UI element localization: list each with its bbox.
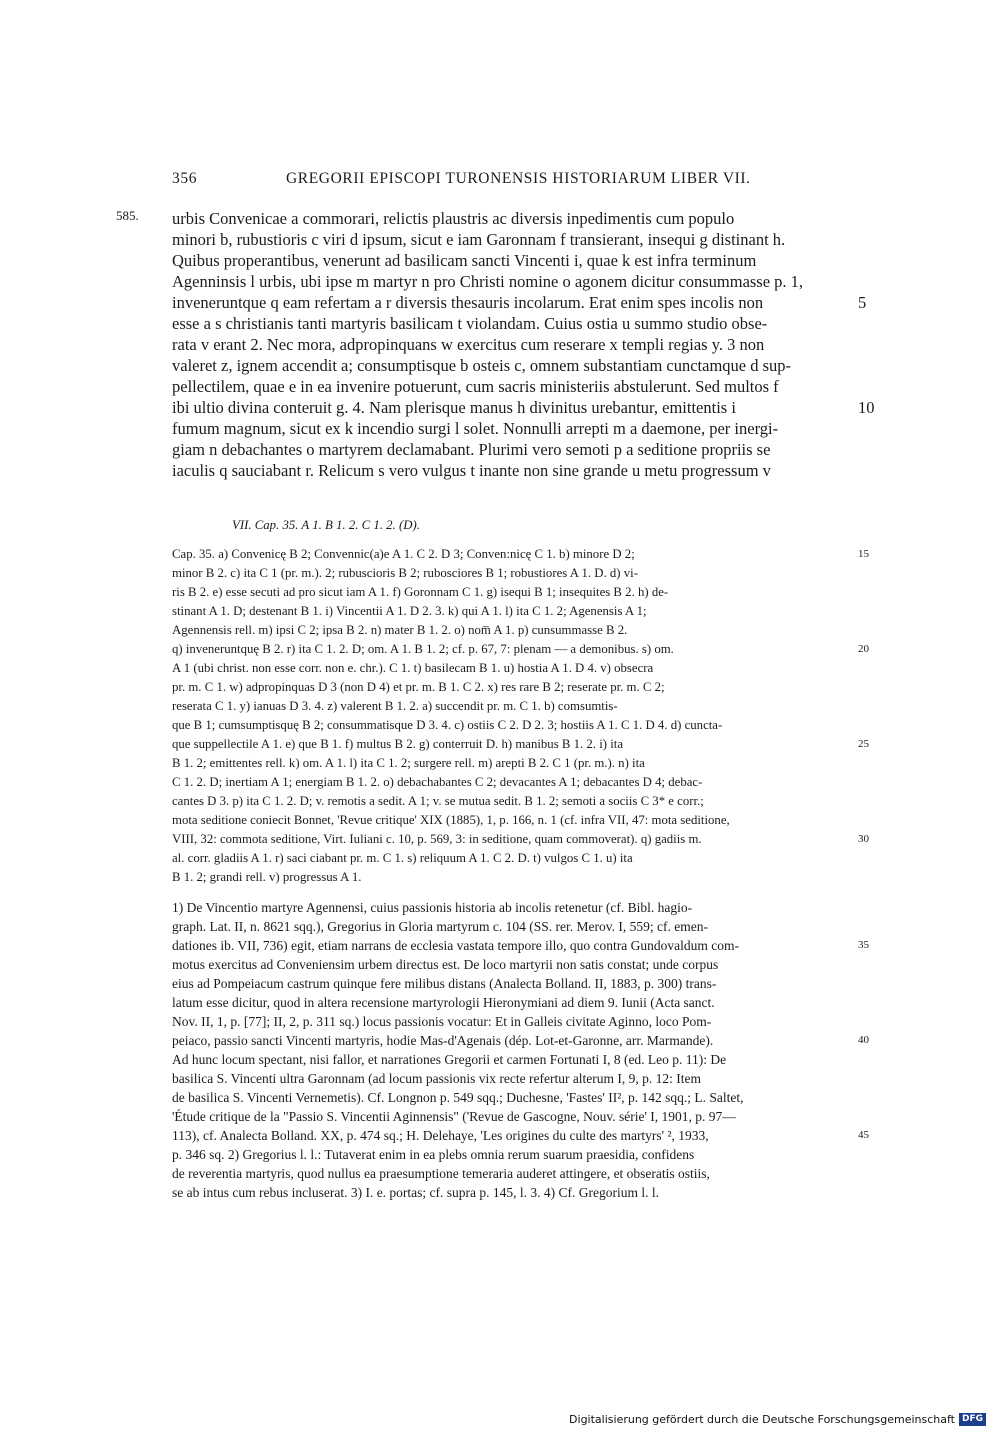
apparatus-line-text: que suppellectile A 1. e) que B 1. f) multus B 2. g) conterruit D. h) manibus B 1. 2. i) ita xyxy=(172,737,624,752)
apparatus-line-text: B 1. 2; grandi rell. v) progressus A 1. xyxy=(172,870,362,885)
note-line-text: 'Étude critique de la "Passio S. Vincentii Aginnensis" ('Revue de Gascogne, Nouv. série' I, 1901, p. 97— xyxy=(172,1109,736,1124)
text-line-text: valeret z, ignem accendit a; consumptisque b osteis c, omnem substantiam cunctamque d sup- xyxy=(172,356,792,375)
text-line-text: minori b, rubustioris c viri d ipsum, sicut e iam Garonnam f transierant, insequi g distinant h. xyxy=(172,230,786,249)
apparatus-line xyxy=(172,811,842,830)
running-title: GREGORII EPISCOPI TURONENSIS HISTORIARUM LIBER VII. xyxy=(286,170,751,187)
note-line-text: se ab intus cum rebus incluserat. 3) I. e. portas; cf. supra p. 145, l. 3. 4) Cf. Gregorium l. l. xyxy=(172,1185,660,1200)
line-number: 20 xyxy=(858,643,869,656)
page-number: 356 xyxy=(172,170,198,187)
apparatus-line xyxy=(172,849,842,868)
line-number: 30 xyxy=(858,833,869,846)
line-number: 25 xyxy=(858,738,869,751)
text-line xyxy=(172,418,842,439)
text-line xyxy=(172,208,842,229)
apparatus-line-text: mota seditione coniecit Bonnet, 'Revue critique' XIX (1885), 1, p. 166, n. 1 (cf. infra VII, 47: mota seditione, xyxy=(172,813,730,828)
note-line-text: peiaco, passio sancti Vincenti martyris, hodie Mas-d'Agenais (dép. Lot-et-Garonne, arr. Marmande). xyxy=(172,1033,714,1048)
text-line-text: urbis Convenicae a commorari, relictis plaustris ac diversis inpedimentis cum populo xyxy=(172,209,735,228)
text-line-text: pellectilem, quae e in ea invenire potuerunt, cum sacris ministeriis abstulerunt. Sed multos f xyxy=(172,377,779,396)
apparatus-line-text: pr. m. C 1. w) adpropinquas D 3 (non D 4) et pr. m. B 1. C 2. x) res rare B 2; reserate pr. m. C 2; xyxy=(172,680,665,695)
note-line xyxy=(172,1031,869,1050)
dfg-logo-icon: DFG xyxy=(959,1413,986,1426)
note-line-text: 113), cf. Analecta Bolland. XX, p. 474 sq.; H. Delehaye, 'Les origines du culte des martyrs' ², 1933, xyxy=(172,1128,709,1143)
line-number: 5 xyxy=(858,293,867,312)
note-line-text: de basilica S. Vincenti Vernemetis). Cf. Longnon p. 549 sqq.; Duchesne, 'Fastes' II², p. 142 sqq.; L. Saltet, xyxy=(172,1090,744,1105)
apparatus-line xyxy=(172,545,869,564)
note-line xyxy=(172,1088,842,1107)
apparatus-line-text: ris B 2. e) esse secuti ad pro sicut iam A 1. f) Goronnam C 1. g) isequi B 1; insequites B 2. h) de- xyxy=(172,585,669,600)
text-line-text: inveneruntque q eam refertam a r diversis thesauris incolarum. Erat enim spes incolis non xyxy=(172,293,764,312)
note-line xyxy=(172,1164,842,1183)
apparatus-line-text: q) inveneruntquę B 2. r) ita C 1. 2. D; om. A 1. B 1. 2; cf. p. 67, 7: plenam — a demonibus. s) om. xyxy=(172,642,674,657)
text-line-text: giam n debachantes o martyrem declamabant. Plurimi vero semoti p a seditione propriis se xyxy=(172,440,771,459)
text-line-text: ibi ultio divina conteruit g. 4. Nam plerisque manus h divinitus urebantur, emittentis i xyxy=(172,398,736,417)
line-number: 35 xyxy=(858,939,869,951)
apparatus-line xyxy=(172,773,842,792)
text-line xyxy=(172,439,842,460)
text-line xyxy=(172,460,842,481)
note-line xyxy=(172,955,842,974)
note-line xyxy=(172,1183,842,1202)
text-line xyxy=(172,376,842,397)
apparatus-line-text: cantes D 3. p) ita C 1. 2. D; v. remotis a sedit. A 1; v. se mutua sedit. B 1. 2; semoti a sociis C 3* e corr.; xyxy=(172,794,704,809)
note-line xyxy=(172,898,842,917)
apparatus-line xyxy=(172,830,869,849)
text-line xyxy=(172,250,842,271)
apparatus-heading: VII. Cap. 35. A 1. B 1. 2. C 1. 2. (D). xyxy=(232,518,420,532)
apparatus-line-text: reserata C 1. y) ianuas D 3. 4. z) valerent B 1. 2. a) succendit pr. m. C 1. b) comsumtis- xyxy=(172,699,618,714)
text-line-text: Quibus properantibus, venerunt ad basilicam sancti Vincenti i, quae k est infra terminum xyxy=(172,251,757,270)
apparatus-line xyxy=(172,564,842,583)
apparatus-line xyxy=(172,678,842,697)
note-line-text: Ad hunc locum spectant, nisi fallor, et narrationes Gregorii et carmen Fortunati I, 8 (ed. Leo p. 11): De xyxy=(172,1052,727,1067)
apparatus-line-text: Cap. 35. a) Convenicę B 2; Convennic(a)e A 1. C 2. D 3; Conven:nicę C 1. b) minore D 2; xyxy=(172,547,635,562)
note-line-text: Nov. II, 1, p. [77]; II, 2, p. 311 sq.) locus passionis vocatur: Et in Galleis civitate Aginno, loco Pom- xyxy=(172,1014,712,1029)
note-line-text: 1) De Vincentio martyre Agennensi, cuius passionis historia ab incolis retenetur (cf. Bibl. hagio- xyxy=(172,900,693,915)
note-line xyxy=(172,993,842,1012)
text-line xyxy=(172,292,867,313)
apparatus-line xyxy=(172,602,842,621)
footer-text: Digitalisierung gefördert durch die Deutsche Forschungsgemeinschaft xyxy=(569,1413,955,1426)
text-line xyxy=(172,355,842,376)
note-line xyxy=(172,917,842,936)
apparatus-line-text: B 1. 2; emittentes rell. k) om. A 1. l) ita C 1. 2; surgere rell. m) arepti B 2. C 1 (pr. m.). n) ita xyxy=(172,756,645,771)
text-line xyxy=(172,313,842,334)
text-line-text: rata v erant 2. Nec mora, adpropinquans w exercitus cum reserare x templi regias y. 3 non xyxy=(172,335,765,354)
note-line xyxy=(172,1126,869,1145)
note-line-text: dationes ib. VII, 736) egit, etiam narrans de ecclesia vastata tempore illo, quo contra Gundovaldum com- xyxy=(172,938,739,953)
apparatus-line xyxy=(172,868,842,887)
line-number: 15 xyxy=(858,548,869,561)
apparatus-line-text: A 1 (ubi christ. non esse corr. non e. chr.). C 1. t) basilecam B 1. u) hostia A 1. D 4. v) obsecra xyxy=(172,661,654,676)
note-line xyxy=(172,1069,842,1088)
text-line xyxy=(172,397,875,418)
line-number: 45 xyxy=(858,1129,869,1141)
note-line-text: graph. Lat. II, n. 8621 sqq.), Gregorius in Gloria martyrum c. 104 (SS. rer. Merov. I, 559; cf. emen- xyxy=(172,919,708,934)
note-line xyxy=(172,1107,842,1126)
line-number: 10 xyxy=(858,398,875,417)
apparatus-line-text: stinant A 1. D; destenant B 1. i) Vincentii A 1. D 2. 3. k) qui A 1. l) ita C 1. 2; Agenensis A 1; xyxy=(172,604,647,619)
note-line xyxy=(172,1145,842,1164)
note-line xyxy=(172,974,842,993)
line-number: 40 xyxy=(858,1034,869,1046)
note-line xyxy=(172,1050,842,1069)
text-line xyxy=(172,271,842,292)
text-line-text: iaculis q sauciabant r. Relicum s vero vulgus t inante non sine grande u metu progressum v xyxy=(172,461,771,480)
text-line-text: Agenninsis l urbis, ubi ipse m martyr n pro Christi nomine o agonem dicitur consummasse p. 1, xyxy=(172,272,804,291)
apparatus-line-text: C 1. 2. D; inertiam A 1; energiam B 1. 2. o) debachabantes C 2; devacantes A 1; debacantes D 4; debac- xyxy=(172,775,703,790)
year-marginal: 585. xyxy=(116,208,139,223)
note-line-text: latum esse dicitur, quod in altera recensione martyrologii Hieronymiani ad diem 9. Iunii (Acta sanct. xyxy=(172,995,715,1010)
note-line-text: de reverentia martyris, quod nullus ea praesumptione temeraria auderet attingere, et obseratis ostiis, xyxy=(172,1166,710,1181)
note-line xyxy=(172,936,869,955)
text-line-text: fumum magnum, sicut ex k incendio surgi l solet. Nonnulli arrepti m a daemone, per inergi- xyxy=(172,419,779,438)
apparatus-line xyxy=(172,621,842,640)
digitization-footer xyxy=(569,1413,986,1426)
apparatus-line xyxy=(172,716,842,735)
apparatus-line-text: minor B 2. c) ita C 1 (pr. m.). 2; rubuscioris B 2; rubosciores B 1; robustiores A 1. D. d) vi- xyxy=(172,566,638,581)
apparatus-line-text: que B 1; cumsumptisquę B 2; consummatisque D 3. 4. c) ostiis C 2. D 2. 3; hostiis A 1. C 1. D 4. d) cuncta- xyxy=(172,718,723,733)
apparatus-line xyxy=(172,659,842,678)
apparatus-line-text: al. corr. gladiis A 1. r) saci ciabant pr. m. C 1. s) reliquum A 1. C 2. D. t) vulgos C 1. u) ita xyxy=(172,851,633,866)
note-line-text: eius ad Pompeiacum castrum quinque fere milibus distans (Analecta Bolland. II, 1883, p. 300) trans- xyxy=(172,976,717,991)
text-line xyxy=(172,229,842,250)
text-line xyxy=(172,334,842,355)
apparatus-line xyxy=(172,735,869,754)
note-line-text: basilica S. Vincenti ultra Garonnam (ad locum passionis vix recte refertur alterum I, 9, p. 12: Item xyxy=(172,1071,702,1086)
note-line xyxy=(172,1012,842,1031)
text-line-text: esse a s christianis tanti martyris basilicam t violandam. Cuius ostia u summo studio obse- xyxy=(172,314,768,333)
note-line-text: motus exercitus ad Conveniensim urbem directus est. De loco martyrii non satis constat; unde corpus xyxy=(172,957,719,972)
apparatus-line xyxy=(172,640,869,659)
apparatus-line xyxy=(172,792,842,811)
apparatus-line xyxy=(172,754,842,773)
apparatus-line xyxy=(172,583,842,602)
apparatus-line-text: VIII, 32: commota seditione, Virt. Iuliani c. 10, p. 569, 3: in seditione, quam commoverat). q) gadiis m. xyxy=(172,832,702,847)
note-line-text: p. 346 sq. 2) Gregorius l. l.: Tutaverat enim in ea plebs omnia rerum suarum praesidia, confidens xyxy=(172,1147,695,1162)
apparatus-line-text: Agennensis rell. m) ipsi C 2; ipsa B 2. n) mater B 1. 2. o) nom̅ A 1. p) cunsummasse B 2. xyxy=(172,623,628,638)
apparatus-line xyxy=(172,697,842,716)
